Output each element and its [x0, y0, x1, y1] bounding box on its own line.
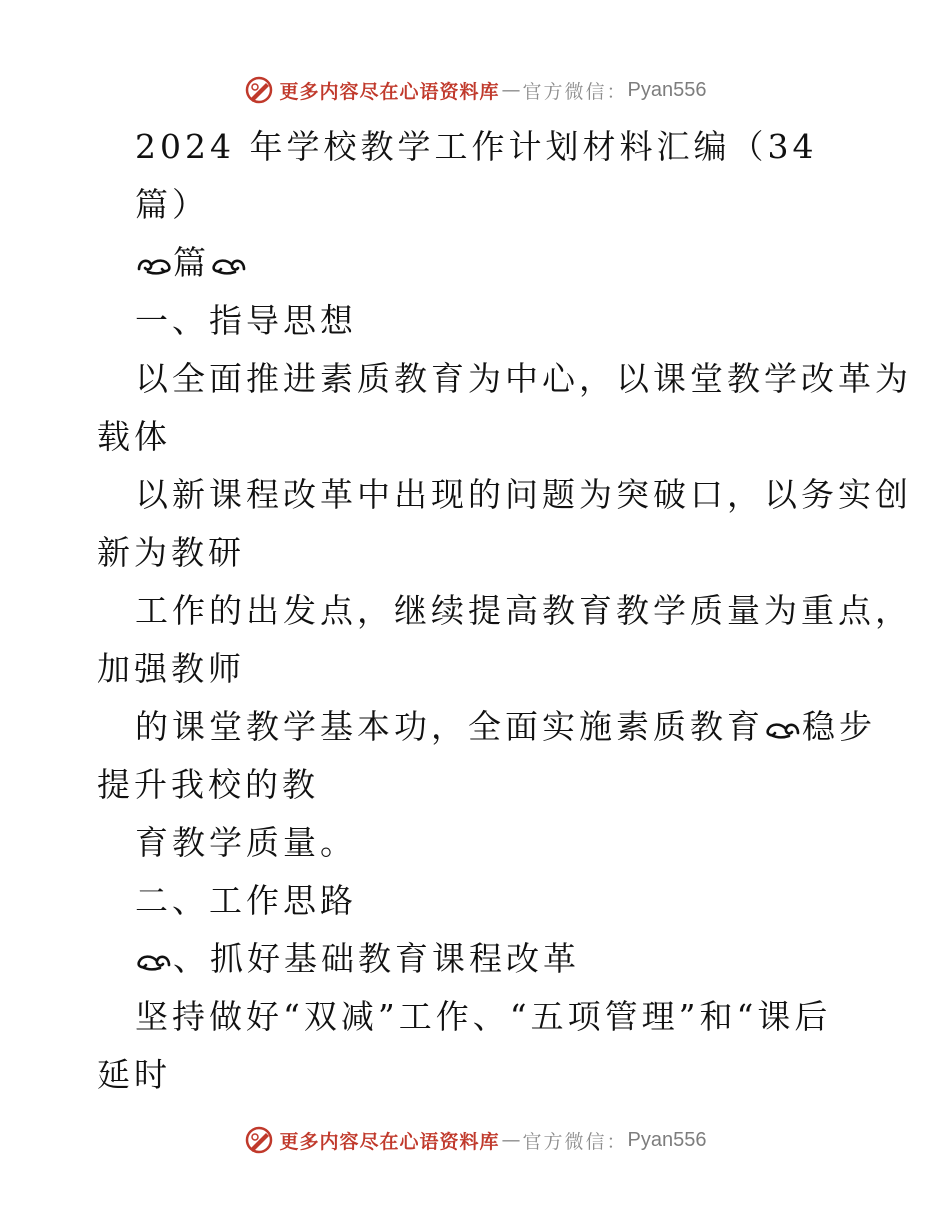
paragraph-line: 新为教研 [97, 533, 245, 572]
paragraph-line: 加强教师 [97, 649, 245, 688]
document-title-line-2: 篇） [135, 185, 209, 224]
paragraph-line: 延时 [97, 1055, 171, 1094]
paragraph-line: 提升我校的教 [97, 765, 319, 804]
banner-wechat-id: Pyan556 [627, 78, 707, 101]
paragraph-line: 坚持做好“双减”工作、“五项管理”和“课后 [135, 997, 832, 1036]
paragraph-line: 以新课程改革中出现的问题为突破口，以务实创 [135, 475, 912, 514]
paragraph-line-part: 稳步 [802, 707, 876, 746]
swirl-ornament-icon [211, 254, 247, 276]
banner-title: 更多内容尽在心语资料库 [279, 80, 500, 103]
header-watermark-banner [0, 70, 950, 110]
paragraph-line: 载体 [97, 417, 171, 456]
pen-seal-logo-icon [244, 1125, 274, 1155]
banner-wechat-id: Pyan556 [627, 1128, 707, 1151]
paragraph-line-part: 的课堂教学基本功，全面实施素质教育 [135, 707, 764, 746]
swirl-ornament-icon [136, 950, 172, 972]
swirl-ornament-icon [136, 254, 172, 276]
banner-title: 更多内容尽在心语资料库 [279, 1130, 500, 1153]
banner-wechat-label: 官方微信： [522, 1130, 628, 1153]
banner-wechat-label: 官方微信： [522, 80, 628, 103]
banner-dash: — [501, 1129, 521, 1151]
paragraph-line [97, 698, 876, 756]
banner-dash: — [501, 79, 521, 101]
paragraph-line: 工作的出发点，继续提高教育教学质量为重点， [135, 591, 912, 630]
section-marker-text: 篇 [173, 243, 210, 282]
footer-watermark-banner [0, 1120, 950, 1160]
subheading-curriculum-reform [97, 930, 857, 988]
paragraph-line: 育教学质量。 [135, 823, 357, 862]
section-marker [97, 234, 857, 292]
document-body [97, 118, 912, 1104]
document-title-line-1: 2024 年学校教学工作计划材料汇编（34 [135, 127, 818, 166]
subheading-text: 、抓好基础教育课程改革 [173, 939, 580, 978]
pen-seal-logo-icon [244, 75, 274, 105]
heading-guiding-ideology: 一、指导思想 [135, 301, 357, 340]
swirl-ornament-icon [765, 718, 801, 740]
heading-work-approach: 二、工作思路 [135, 881, 357, 920]
paragraph-line: 以全面推进素质教育为中心，以课堂教学改革为 [135, 359, 912, 398]
